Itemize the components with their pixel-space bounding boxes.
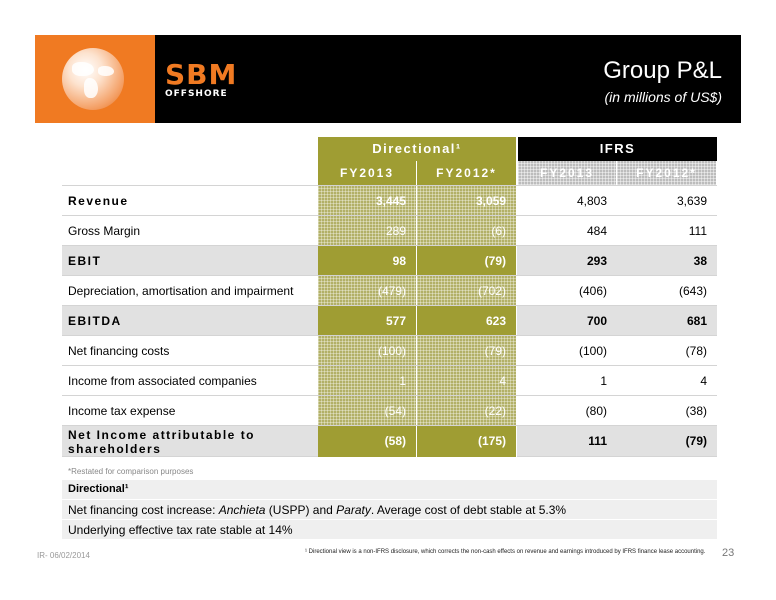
table-cell: 577 [318, 306, 417, 336]
table-cell: 1 [600, 374, 607, 388]
table-cell: 4 [417, 366, 517, 396]
footer-date: IR- 06/02/2014 [37, 551, 90, 560]
note-text: (USPP) and [265, 503, 337, 517]
table-cell: (54) [318, 396, 417, 426]
row-label: Depreciation, amortisation and impairment [68, 284, 294, 298]
column-header-dir-fy2013: FY2013 [318, 161, 417, 185]
table-cell: 98 [318, 246, 417, 276]
table-cell: (38) [685, 404, 707, 418]
row-label: Income tax expense [68, 404, 176, 418]
restated-note: *Restated for comparison purposes [68, 467, 194, 476]
table-cell: 38 [693, 254, 707, 268]
table-cell: (58) [318, 426, 417, 457]
notes-heading: Directional¹ [62, 480, 717, 499]
row-label: Income from associated companies [68, 374, 257, 388]
brand-subtext: OFFSHORE [165, 89, 228, 99]
table-cell: (100) [578, 344, 607, 358]
table-cell: (22) [417, 396, 517, 426]
table-cell: (175) [417, 426, 517, 457]
table-row-associated [62, 365, 717, 395]
table-cell: (79) [417, 246, 517, 276]
table-cell: 484 [586, 224, 607, 238]
row-label: Net financing costs [68, 344, 170, 358]
table-cell: 289 [318, 216, 417, 246]
note-line-financing [62, 499, 717, 519]
group-header-directional: Directional¹ [318, 137, 516, 161]
note-text: . Average cost of debt stable at 5.3% [370, 503, 567, 517]
table-cell: (80) [585, 404, 607, 418]
table-cell: 4,803 [576, 194, 607, 208]
row-label: Net Income attributable to shareholders [68, 428, 256, 456]
table-cell: 3,639 [676, 194, 707, 208]
row-label: Revenue [68, 194, 129, 208]
column-header-ifrs-fy2012: FY2012* [617, 161, 717, 185]
row-label: Gross Margin [68, 224, 141, 238]
table-row-gross-margin [62, 215, 717, 245]
table-cell: 681 [686, 314, 707, 328]
table-cell: 111 [688, 224, 707, 238]
table-cell: 3,445 [318, 186, 417, 216]
table-cell: (643) [678, 284, 707, 298]
table-row-net-financing [62, 335, 717, 365]
table-cell: (79) [417, 336, 517, 366]
table-cell: (406) [578, 284, 607, 298]
table-cell: (100) [318, 336, 417, 366]
note-text: Net financing cost increase: [68, 503, 219, 517]
table-cell: (479) [318, 276, 417, 306]
table-row-depreciation [62, 275, 717, 305]
table-row-ebitda [62, 305, 717, 335]
table-cell: 3,059 [417, 186, 517, 216]
footer-footnote: ¹ Directional view is a non-IFRS disclosure, which corrects the non-cash effects on revenue and earnings introduced by IFRS finance lease accounting. [305, 549, 706, 555]
note-line-tax: Underlying effective tax rate stable at 14% [62, 519, 717, 539]
row-label: EBITDA [68, 314, 122, 328]
table-cell: (6) [417, 216, 517, 246]
table-cell: 293 [586, 254, 607, 268]
page-subtitle: (in millions of US$) [604, 89, 722, 105]
table-cell: 623 [417, 306, 517, 336]
table-cell: 111 [588, 434, 607, 448]
row-label: EBIT [68, 254, 102, 268]
table-cell: (79) [685, 434, 707, 448]
column-header-ifrs-fy2013: FY2013 [518, 161, 617, 185]
table-cell: 4 [700, 374, 707, 388]
note-project-paraty: Paraty [336, 503, 371, 517]
brand-logo [165, 58, 240, 99]
table-cell: 700 [586, 314, 607, 328]
note-project-anchieta: Anchieta [218, 503, 266, 517]
column-header-dir-fy2012: FY2012* [417, 161, 517, 185]
table-cell: (702) [417, 276, 517, 306]
table-cell: 1 [318, 366, 417, 396]
brand-mark: SBM [165, 58, 238, 91]
page-number: 23 [722, 547, 735, 559]
table-row-ebit [62, 245, 717, 275]
table-cell: (78) [685, 344, 707, 358]
table-row-net-income [62, 425, 717, 457]
page-title: Group P&L [603, 57, 722, 84]
table-row-income-tax [62, 395, 717, 425]
table-row-revenue [62, 185, 717, 215]
globe-icon [62, 48, 124, 110]
group-header-ifrs: IFRS [518, 137, 717, 161]
